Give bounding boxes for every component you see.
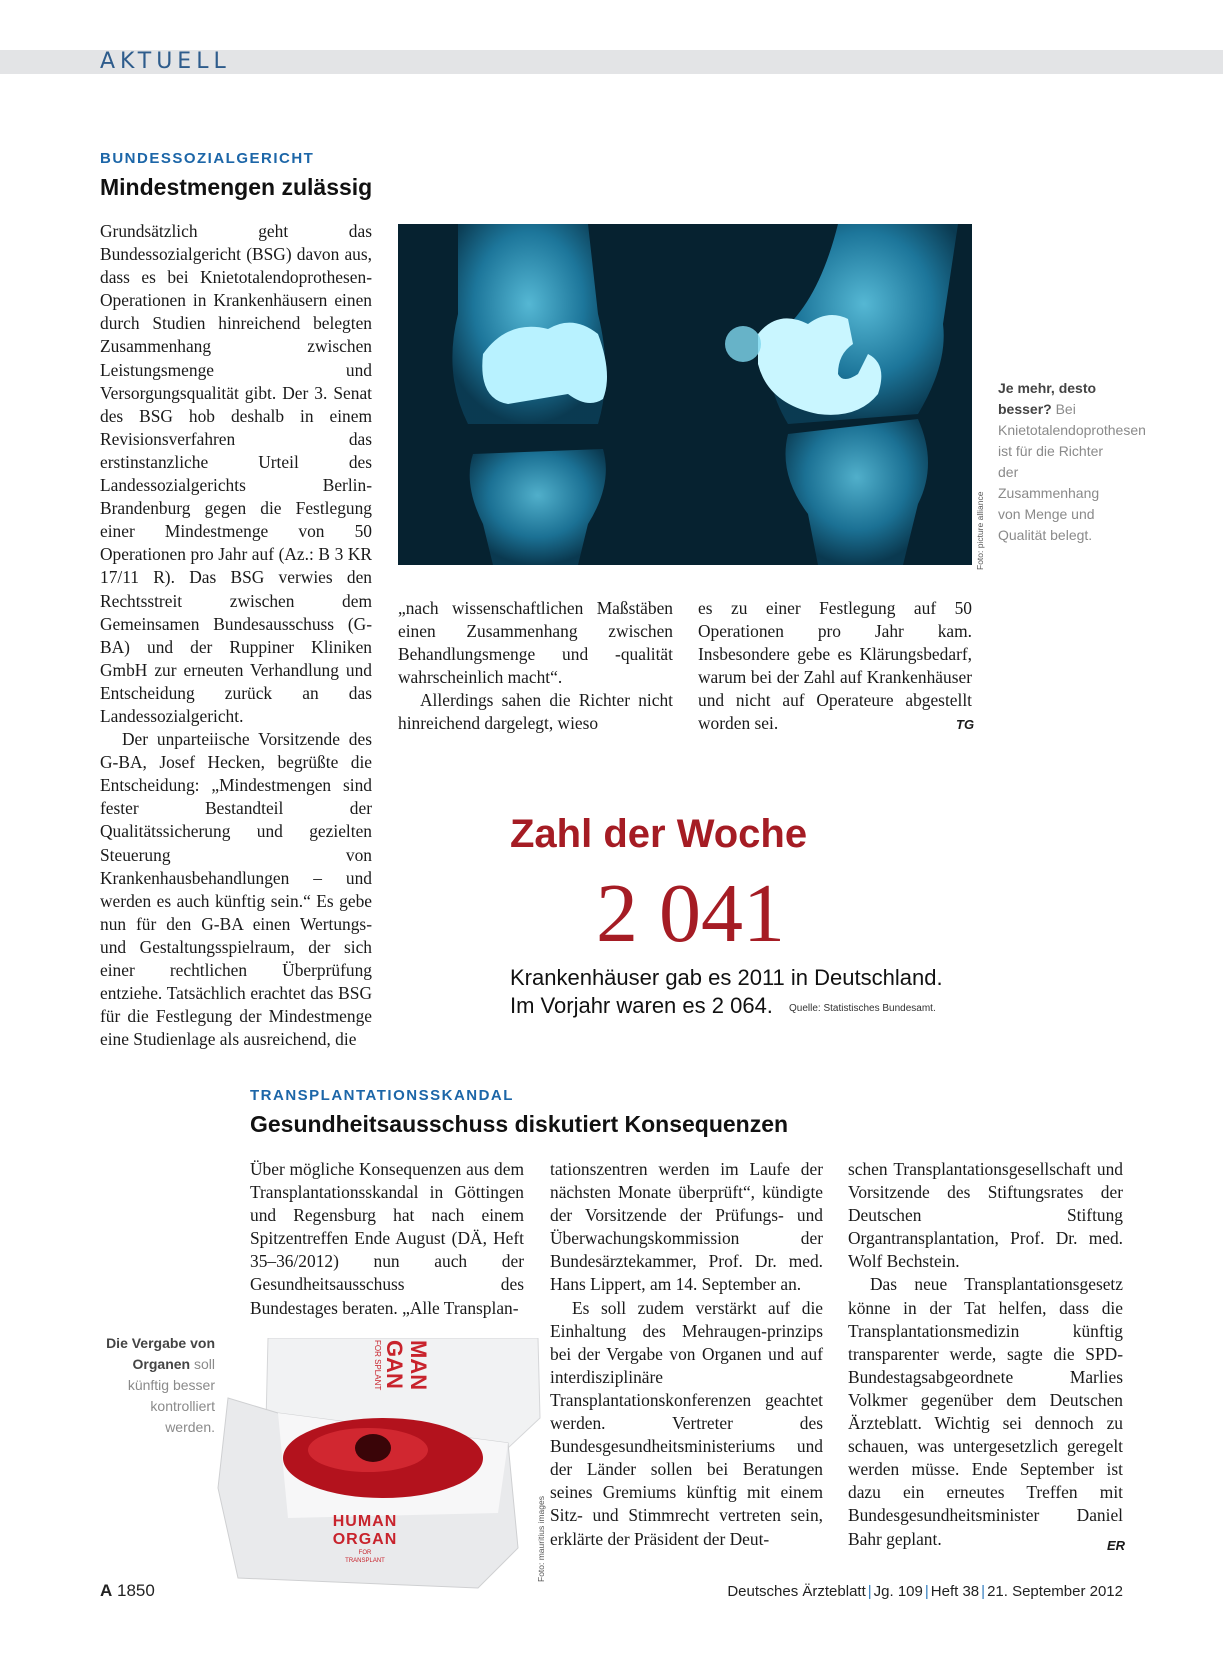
article1-image-caption xyxy=(998,378,1146,546)
journal-name: Deutsches Ärzteblatt xyxy=(727,1583,866,1600)
box-label-line-1: HUMAN xyxy=(332,1513,398,1530)
article2-paragraph: Es soll zudem verstärkt auf die Einhaltung des Mehraugen-prinzips bei der Vergabe von Organen und auf interdisziplinäre Transplantationskonferenzen geachtet werden. Vertreter des Bundesgesundheitsministeriums und der Länder sollen bei Beratungen seines Gremiums künftig mit einem Sitz- und Stimmrecht vertreten sein, erklärte der Präsident der Deut- xyxy=(550,1297,823,1549)
article2-paragraph: schen Transplantationsgesellschaft und Vorsitzende des Stiftungsrates der Deutschen Stiftung Organtransplantation, Prof. Dr. med. Wolf Bechstein. xyxy=(848,1159,1123,1272)
article1-paragraph: Allerdings sahen die Richter nicht hinreichend dargelegt, wieso xyxy=(398,690,673,734)
article1-photo-credit: Foto: picture alliance xyxy=(975,491,985,570)
page-prefix: A xyxy=(100,1581,113,1600)
article2-paragraph: Das neue Transplantationsgesetz könne in der Tat helfen, dass die Transplantationsmedizin künftig transparenter werde, sagte die SPD-Bundestagsabgeordnete Marlies Volkmer gegenüber dem Deutschen Ärzteblatt. Wichtig sei dennoch zu schauen, was untergesetzlich geregelt werden müsse. Ende September ist dazu ein erneutes Treffen mit Bundesgesundheitsminister Daniel Bahr geplant. xyxy=(848,1274,1123,1549)
article2-photo-credit: Foto: mauritius images xyxy=(536,1496,546,1582)
journal-issue: Heft 38 xyxy=(930,1583,980,1600)
knee-xray-image xyxy=(398,224,972,565)
caption-lead: Die Vergabe von Organen xyxy=(106,1335,215,1372)
caption-lead: Je mehr, desto besser? xyxy=(998,380,1097,417)
zahl-der-woche-number: 2 041 xyxy=(596,867,785,960)
lid-label-line-1: MAN xyxy=(406,1340,431,1391)
box-label xyxy=(300,1513,430,1565)
zahl-der-woche-line-1: Krankenhäuser gab es 2011 in Deutschland. xyxy=(510,965,943,990)
journal-footer: Deutsches Ärzteblatt | Jg. 109 | Heft 38 | 21. September 2012 xyxy=(727,1583,1123,1600)
journal-volume: Jg. 109 xyxy=(873,1583,923,1600)
article2-signature: ER xyxy=(1107,1538,1126,1553)
article1-kicker: BUNDESSOZIALGERICHT xyxy=(100,150,315,167)
article2-column-2 xyxy=(550,1158,823,1551)
lid-label xyxy=(372,1340,430,1500)
caption-text: Bei Knietotalendoprothesen ist für die Richter der Zusammenhang von Menge und Qualität belegt. xyxy=(998,401,1146,543)
page-number xyxy=(100,1581,155,1601)
article1-paragraph: es zu einer Festlegung auf 50 Operationen pro Jahr kam. Insbesondere gebe es Klärungsbedarf, warum bei der Zahl auf Krankenhäuser und nicht auf Operateure abgestellt worden sei. xyxy=(698,598,972,734)
article1-column-3 xyxy=(698,597,975,736)
article1-title: Mindestmengen zulässig xyxy=(100,174,373,200)
article1-column-1 xyxy=(100,220,372,1051)
article2-column-1 xyxy=(250,1158,524,1320)
page-number-value: 1850 xyxy=(117,1581,155,1600)
article1-column-2 xyxy=(398,597,673,736)
article2-paragraph: Über mögliche Konsequenzen aus dem Transplantationsskandal in Göttingen und Regensburg hat nach einem Spitzentreffen Ende August (DÄ, Heft 35–36/2012) nun auch der Gesundheitsausschuss des Bundestages beraten. „Alle Transplan- xyxy=(250,1159,524,1318)
article2-paragraph: tationszentren werden im Laufe der nächsten Monate überprüft“, kündigte der Vorsitzende der Prüfungs- und Überwachungskommission der Bundesärztekammer, Prof. Dr. med. Hans Lippert, am 14. September an. xyxy=(550,1159,823,1295)
zahl-der-woche-title: Zahl der Woche xyxy=(510,812,808,856)
box-label-line-2: ORGAN xyxy=(332,1531,398,1548)
section-label: AKTUELL xyxy=(100,49,231,74)
caption-text: soll künftig besser kontrolliert werden. xyxy=(127,1356,215,1435)
article1-paragraph: „nach wissenschaftlichen Maßstäben einen Zusammenhang zwischen Behandlungsmenge und -qualität wahrscheinlich macht“. xyxy=(398,598,673,688)
article2-title: Gesundheitsausschuss diskutiert Konsequenzen xyxy=(250,1111,789,1137)
lid-label-small: FOR SPLANT xyxy=(373,1340,382,1391)
journal-date: 21. September 2012 xyxy=(987,1583,1123,1600)
article2-column-3 xyxy=(848,1158,1126,1553)
article1-paragraph: Grundsätzlich geht das Bundessozialgericht (BSG) davon aus, dass es bei Knietotalendoprothesen-Operationen in Krankenhäusern einen durch Studien hinreichend belegten Zusammenhang zwischen Leistungsmenge und Versorgungsqualität gibt. Der 3. Senat des BSG hob deshalb in einem Revisionsverfahren das erstinstanzliche Urteil des Landessozialgerichts Berlin-Brandenburg gegen die Festlegung einer Mindestmenge von 50 Operationen pro Jahr auf (Az.: B 3 KR 17/11 R). Das BSG verwies den Rechtsstreit zwischen dem Gemeinsamen Bundesausschuss (G-BA) und der Ruppiner Kliniken GmbH zur erneuten Verhandlung und Entscheidung zurück an das Landessozialgericht. xyxy=(100,221,372,726)
article1-signature: TG xyxy=(956,717,975,732)
box-label-small-2: TRANSPLANT xyxy=(345,1558,385,1564)
article1-paragraph: Der unparteiische Vorsitzende des G-BA, Josef Hecken, begrüßte die Entscheidung: „Mindestmengen sind fester Bestandteil der Qualitätssicherung und gezielten Steuerung von Krankenhausbehandlungen – und werden es auch künftig sein.“ Es gebe nun für den G-BA einen Wertungs- und Gestaltungsspielraum, der sich einer rechtlichen Überprüfung entziehe. Tatsächlich erachtet das BSG für die Festlegung der Mindestmenge eine Studienlage als ausreichend, die xyxy=(100,729,372,1050)
lid-label-line-2: GAN xyxy=(382,1340,407,1389)
article2-kicker: TRANSPLANTATIONSSKANDAL xyxy=(250,1087,514,1104)
article2-image-caption xyxy=(100,1333,215,1438)
zahl-der-woche-source: Quelle: Statistisches Bundesamt. xyxy=(789,1003,936,1014)
box-label-small-1: FOR xyxy=(358,1550,372,1556)
zahl-der-woche-line-2: Im Vorjahr waren es 2 064. xyxy=(510,993,773,1018)
